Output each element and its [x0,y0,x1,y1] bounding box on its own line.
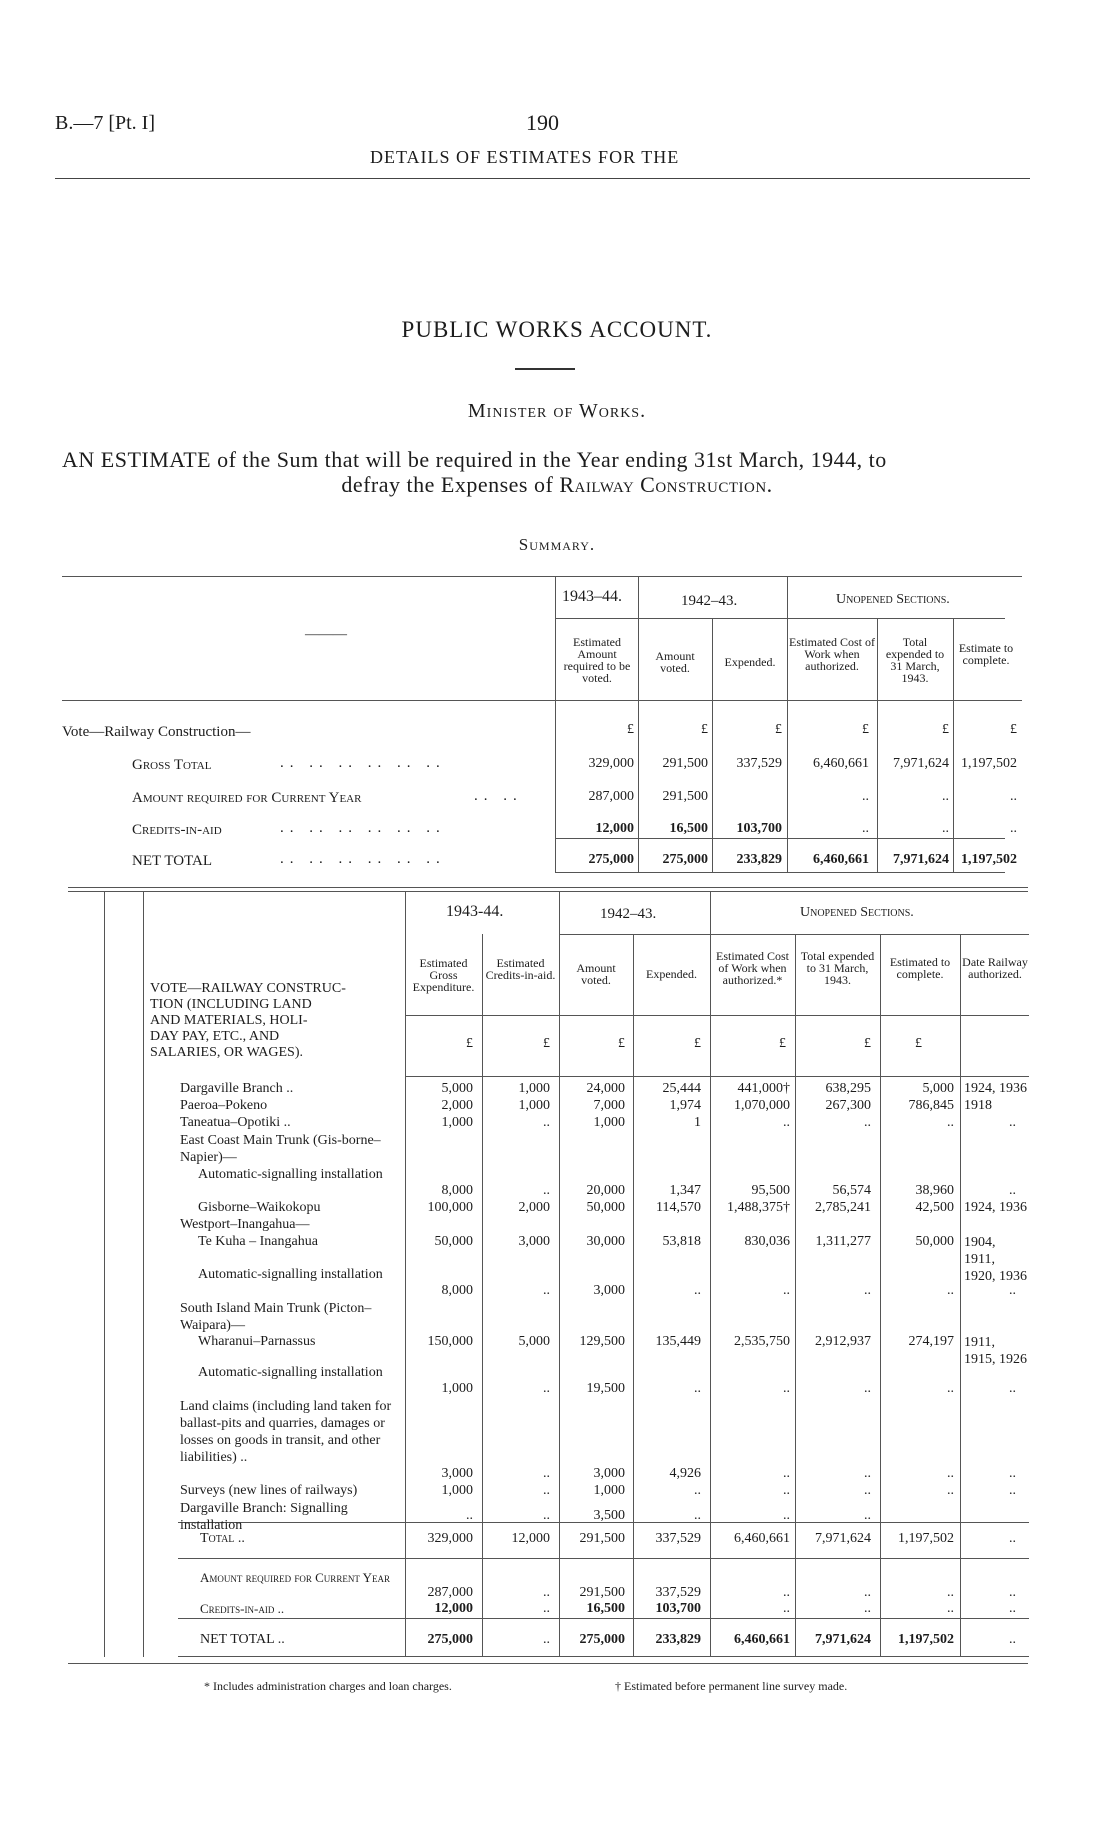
detail-cell: .. [864,1585,871,1600]
detail-cell: .. [1009,1183,1016,1198]
detail-cell: 24,000 [586,1081,625,1096]
detail-cell: 2,000 [441,1098,473,1113]
detail-cell: .. [543,1483,550,1498]
summary-currency: £ [701,722,708,737]
detail-currency: £ [618,1036,625,1051]
summary-row-label: Gross Total [132,757,212,773]
detail-cell: .. [783,1466,790,1481]
detail-cell: 7,971,624 [815,1531,871,1546]
detail-cell: 2,912,937 [815,1334,871,1349]
summary-cell: 233,829 [736,852,782,867]
page-number: 190 [526,110,559,135]
page-subtitle: DETAILS OF ESTIMATES FOR THE [370,147,680,167]
detail-cell: .. [783,1585,790,1600]
detail-total-label: Total .. [200,1531,245,1546]
detail-item-label: Automatic-signalling installation [198,1365,383,1380]
detail-currency: £ [779,1036,786,1051]
summary-cell: 6,460,661 [813,852,869,867]
detail-cell: .. [864,1483,871,1498]
detail-cell: 50,000 [586,1200,625,1215]
detail-cell: .. [864,1466,871,1481]
detail-cell: 42,500 [915,1200,954,1215]
vote-heading-line: DAY PAY, ETC., AND [150,1029,280,1044]
summary-cell: 291,500 [662,789,708,804]
summary-currency: £ [775,722,782,737]
detail-item-label: South Island Main Trunk (Picton–Waipara)— [180,1301,372,1333]
detail-cell: .. [947,1585,954,1600]
detail-cell: .. [466,1508,473,1523]
detail-cell: .. [1009,1585,1016,1600]
detail-cell: 8,000 [441,1183,473,1198]
detail-cell: .. [543,1466,550,1481]
detail-cell: .. [543,1585,550,1600]
detail-cell: .. [947,1381,954,1396]
footnote-dagger: † Estimated before permanent line survey made. [615,1679,848,1693]
detail-cell: .. [864,1115,871,1130]
detail-cell: 38,960 [915,1183,954,1198]
detail-cell: .. [543,1115,550,1130]
leader-dots: .. .. .. .. .. .. [280,820,446,836]
detail-cell: 3,000 [593,1466,625,1481]
summary-col-estimated: Estimated Amount required to be voted. [563,635,631,685]
detail-cell: .. [1009,1632,1016,1647]
detail-cell: 1904, 1911, 1920, 1936 [964,1235,1027,1284]
detail-cell: .. [864,1601,871,1616]
detail-col-expended: Expended. [646,967,697,981]
estimate-subject: Railway Construction. [559,472,773,497]
detail-cell: 8,000 [441,1283,473,1298]
summary-row-label: Amount required for Current Year [132,790,362,806]
detail-col-cost: Estimated Cost of Work when authorized.* [716,949,789,987]
detail-cell: 16,500 [586,1601,625,1616]
detail-cell: 100,000 [427,1200,473,1215]
detail-cell: .. [1009,1601,1016,1616]
detail-cell: 275,000 [579,1632,625,1647]
detail-item-label: Westport–Inangahua— [180,1217,310,1232]
detail-total-label: Amount required for Current Year [200,1570,390,1585]
detail-cell: 233,829 [655,1632,701,1647]
detail-cell: 12,000 [434,1601,473,1616]
detail-cell: 1,197,502 [898,1632,954,1647]
detail-cell: 25,444 [662,1081,701,1096]
detail-cell: 1,488,375† [727,1200,790,1215]
detail-item-label: Dargaville Branch: Signalling installation [180,1501,348,1533]
detail-cell: 20,000 [586,1183,625,1198]
summary-dash: ——— [305,627,347,642]
detail-cell: 56,574 [832,1183,871,1198]
detail-cell: 786,845 [908,1098,954,1113]
summary-col-voted: Amount voted. [655,649,695,675]
detail-cell: 30,000 [586,1234,625,1249]
leader-dots: .. .. [474,788,523,804]
detail-col-complete: Estimated to complete. [889,955,951,981]
detail-item-label: East Coast Main Trunk (Gis-borne–Napier)— [180,1133,381,1165]
detail-cell: 103,700 [655,1601,701,1616]
detail-col-voted: Amount voted. [576,961,616,987]
detail-currency: £ [864,1036,871,1051]
detail-cell: .. [783,1508,790,1523]
detail-col-credits: Estimated Credits-in-aid. [485,956,556,982]
summary-currency: £ [862,722,869,737]
estimate-line-2-prefix: defray the Expenses of [341,472,560,497]
summary-cell: 16,500 [669,821,708,836]
detail-cell: .. [783,1483,790,1498]
detail-col-date: Date Railway authorized. [962,955,1028,981]
detail-cell: .. [1009,1283,1016,1298]
detail-cell: 4,926 [669,1466,701,1481]
detail-cell: .. [947,1483,954,1498]
summary-year-current: 1943–44. [562,588,622,605]
detail-cell: 1,974 [669,1098,701,1113]
detail-cell: 1,000 [441,1483,473,1498]
summary-cell: .. [862,821,869,836]
document-title: PUBLIC WORKS ACCOUNT. [401,317,713,342]
detail-cell: 3,500 [593,1508,625,1523]
summary-cell: .. [1010,821,1017,836]
detail-currency: £ [915,1036,922,1051]
detail-cell: 1918 [964,1098,992,1113]
detail-year-previous: 1942–43. [600,906,657,922]
detail-cell: 337,529 [655,1585,701,1600]
detail-cell: 1,347 [669,1183,701,1198]
summary-cell: 337,529 [736,756,782,771]
detail-currency: £ [694,1036,701,1051]
detail-cell: 135,449 [655,1334,701,1349]
summary-vote-label: Vote—Railway Construction— [62,724,251,740]
detail-cell: 53,818 [662,1234,701,1249]
detail-item-label: Taneatua–Opotiki .. [180,1115,291,1130]
detail-cell: 291,500 [579,1531,625,1546]
vote-heading-line: TION (INCLUDING LAND [150,997,312,1012]
detail-col-total-expended: Total expended to 31 March, 1943. [800,949,875,987]
detail-cell: .. [543,1283,550,1298]
summary-cell: 329,000 [588,756,634,771]
detail-cell: 1,000 [593,1115,625,1130]
summary-cell: .. [942,789,949,804]
detail-cell: 1,000 [441,1115,473,1130]
detail-cell: 7,971,624 [815,1632,871,1647]
detail-cell: .. [947,1466,954,1481]
detail-cell: .. [947,1601,954,1616]
detail-cell: .. [947,1115,954,1130]
detail-cell: 1,197,502 [898,1531,954,1546]
detail-cell: 1911, 1915, 1926 [964,1335,1027,1367]
detail-cell: 2,535,750 [734,1334,790,1349]
detail-cell: .. [783,1283,790,1298]
detail-cell: 95,500 [751,1183,790,1198]
detail-item-label: Automatic-signalling installation [198,1267,383,1282]
summary-currency: £ [627,722,634,737]
summary-col-complete: Estimate to complete. [958,641,1014,667]
summary-cell: 7,971,624 [893,756,949,771]
vote-heading-line: SALARIES, OR WAGES). [150,1045,303,1060]
title-divider [515,368,575,370]
detail-cell: 6,460,661 [734,1632,790,1647]
summary-row-label: NET TOTAL [132,853,213,869]
summary-cell: 103,700 [736,821,782,836]
detail-cell: .. [1009,1531,1016,1546]
summary-col-expended: Expended. [724,655,776,669]
footnote-star: * Includes administration charges and loan charges. [204,1679,452,1693]
leader-dots: .. .. .. .. .. .. [280,851,446,867]
detail-item-label: Te Kuha – Inangahua [198,1234,318,1249]
detail-cell: 5,000 [922,1081,954,1096]
detail-cell: 50,000 [434,1234,473,1249]
detail-cell: 638,295 [825,1081,871,1096]
detail-cell: 337,529 [655,1531,701,1546]
detail-item-label: Paeroa–Pokeno [180,1098,268,1113]
detail-cell: 1924, 1936 [964,1081,1027,1096]
detail-cell: 274,197 [908,1334,954,1349]
summary-row-label: Credits-in-aid [132,822,222,838]
summary-cell: 7,971,624 [893,852,949,867]
detail-cell: 7,000 [593,1098,625,1113]
detail-cell: .. [543,1183,550,1198]
detail-currency: £ [466,1036,473,1051]
detail-cell: 1,070,000 [734,1098,790,1113]
detail-item-label: Surveys (new lines of railways) [180,1483,358,1498]
detail-cell: 19,500 [586,1381,625,1396]
detail-year-current: 1943-44. [446,903,504,920]
detail-cell: .. [694,1483,701,1498]
detail-cell: .. [1009,1466,1016,1481]
detail-cell: 1 [694,1115,701,1130]
detail-cell: .. [543,1381,550,1396]
detail-cell: 1,311,277 [815,1234,871,1249]
summary-col-cost: Estimated Cost of Work when authorized. [789,635,875,673]
detail-cell: 1924, 1936 [964,1200,1027,1215]
detail-cell: .. [1009,1115,1016,1130]
summary-currency: £ [1010,722,1017,737]
summary-cell: 291,500 [662,756,708,771]
summary-cell: 287,000 [588,789,634,804]
summary-cell: .. [942,821,949,836]
detail-item-label: Wharanui–Parnassus [198,1334,316,1349]
detail-cell: 2,000 [518,1200,550,1215]
summary-unopened: Unopened Sections. [836,592,950,607]
detail-col-gross: Estimated Gross Expenditure. [412,956,475,994]
summary-cell: 12,000 [595,821,634,836]
summary-cell: 6,460,661 [813,756,869,771]
detail-cell: 3,000 [518,1234,550,1249]
detail-cell: .. [783,1115,790,1130]
detail-cell: 3,000 [593,1283,625,1298]
detail-cell: .. [543,1508,550,1523]
leader-dots: .. .. .. .. .. .. [280,755,446,771]
detail-cell: 830,036 [744,1234,790,1249]
page-reference: B.—7 [Pt. I] [55,112,155,134]
estimate-line-1: AN ESTIMATE of the Sum that will be required in the Year ending 31st March, 1944, to [62,447,887,472]
vote-heading-line: AND MATERIALS, HOLI- [150,1013,308,1028]
detail-cell: .. [864,1283,871,1298]
detail-total-label: NET TOTAL .. [200,1632,285,1647]
summary-currency: £ [942,722,949,737]
bottom-rule [68,1663,1028,1664]
summary-heading: Summary. [518,535,596,554]
detail-cell: .. [694,1381,701,1396]
summary-cell: 1,197,502 [961,852,1017,867]
vote-heading-line: VOTE—RAILWAY CONSTRUC- [150,981,346,996]
detail-cell: 3,000 [441,1466,473,1481]
detail-cell: 267,300 [825,1098,871,1113]
summary-cell: .. [862,789,869,804]
detail-cell: 5,000 [518,1334,550,1349]
detail-cell: .. [1009,1483,1016,1498]
detail-cell: 275,000 [427,1632,473,1647]
detail-cell: 129,500 [579,1334,625,1349]
detail-cell: 1,000 [518,1081,550,1096]
detail-cell: 5,000 [441,1081,473,1096]
detail-cell: .. [543,1632,550,1647]
detail-cell: 1,000 [593,1483,625,1498]
detail-cell: 329,000 [427,1531,473,1546]
summary-cell: 275,000 [662,852,708,867]
detail-cell: .. [543,1601,550,1616]
detail-cell: .. [864,1508,871,1523]
summary-cell: 275,000 [588,852,634,867]
detail-cell: 1,000 [441,1381,473,1396]
detail-cell: 2,785,241 [815,1200,871,1215]
estimate-line-2 [0,472,1114,498]
detail-cell: 441,000† [737,1081,790,1096]
detail-cell: .. [694,1508,701,1523]
summary-cell: .. [1010,789,1017,804]
detail-cell: 287,000 [427,1585,473,1600]
detail-cell: .. [783,1601,790,1616]
detail-cell: .. [694,1283,701,1298]
detail-cell: 12,000 [511,1531,550,1546]
detail-cell: .. [947,1283,954,1298]
detail-cell: 291,500 [579,1585,625,1600]
detail-item-label: Gisborne–Waikokopu [198,1200,321,1215]
detail-cell: 1,000 [518,1098,550,1113]
detail-unopened: Unopened Sections. [800,905,914,920]
detail-cell: .. [864,1381,871,1396]
summary-col-total-expended: Total expended to 31 March, 1943. [885,635,945,685]
minister-heading: Minister of Works. [467,400,647,422]
detail-item-label: Land claims (including land taken for ballast-pits and quarries, damages or losses on goods in transit, and other liabilities) .. [180,1399,392,1465]
detail-item-label: Automatic-signalling installation [198,1167,383,1182]
detail-currency: £ [543,1036,550,1051]
detail-cell: 150,000 [427,1334,473,1349]
detail-cell: 6,460,661 [734,1531,790,1546]
summary-year-previous: 1942–43. [681,593,738,609]
detail-cell: .. [1009,1381,1016,1396]
detail-cell: .. [783,1381,790,1396]
detail-item-label: Dargaville Branch .. [180,1081,294,1096]
detail-total-label: Credits-in-aid .. [200,1601,285,1616]
summary-cell: 1,197,502 [961,756,1017,771]
header-rule [55,178,1030,179]
detail-cell: 114,570 [656,1200,701,1215]
detail-cell: 50,000 [915,1234,954,1249]
